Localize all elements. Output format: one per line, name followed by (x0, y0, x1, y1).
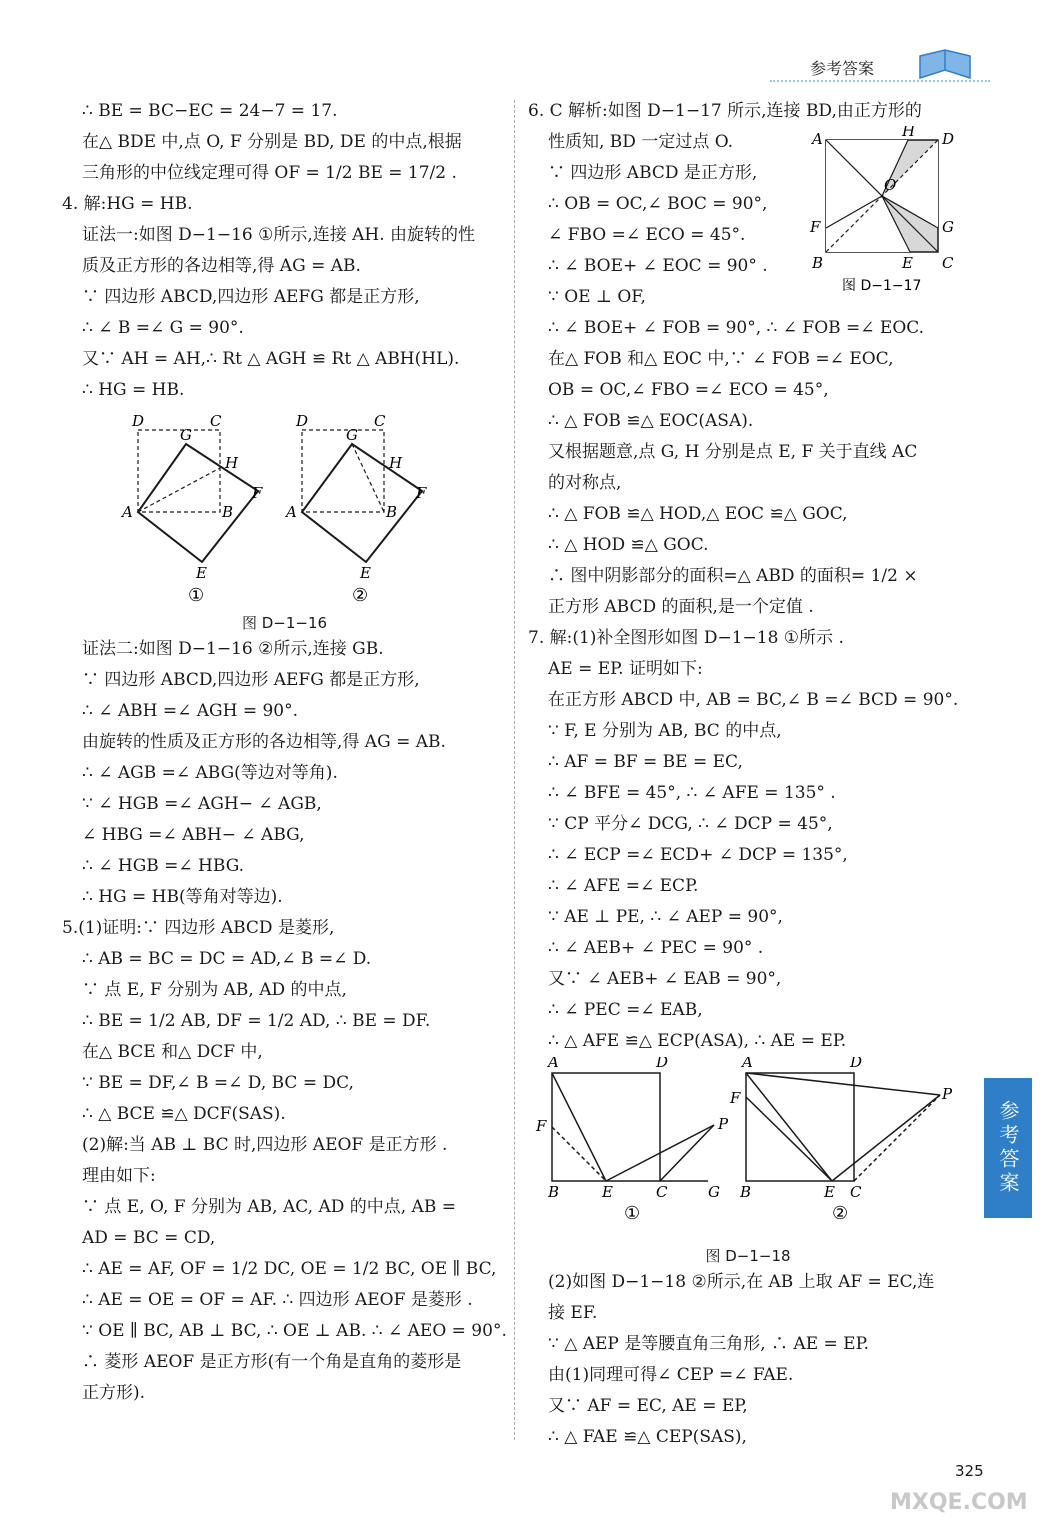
text-line: ∵ 四边形 ABCD,四边形 AEFG 都是正方形, (82, 287, 420, 307)
side-tab: 参考答案 (984, 1078, 1032, 1218)
problem-6-block (528, 96, 968, 313)
text-line: ∴ △ HOD ≌△ GOC. (548, 535, 709, 555)
text-line: ∵ 点 E, F 分别为 AB, AD 的中点, (82, 980, 347, 1000)
header-title: 参考答案 (810, 59, 875, 78)
text-line: ∴ △ FOB ≌△ HOD,△ EOC ≌△ GOC, (548, 504, 848, 524)
text-line: ∴ ∠ PEC =∠ EAB, (548, 1000, 703, 1020)
text-line: ∵ 四边形 ABCD,四边形 AEFG 都是正方形, (82, 670, 420, 690)
figure-label: E (902, 254, 913, 272)
text-line: ∴ AE = AF, OF = 1/2 DC, OE = 1/2 BC, OE ∥ BC, (82, 1259, 497, 1279)
figure-label: D (132, 412, 145, 430)
text-line: 接 EF. (548, 1303, 598, 1323)
text-line: ∴ △ AFE ≌△ ECP(ASA), ∴ AE = EP. (548, 1031, 847, 1051)
figure-caption: 图 D−1−16 (241, 614, 328, 632)
text-line: 又∵ AH = AH,∴ Rt △ AGH ≌ Rt △ ABH(HL). (82, 349, 460, 369)
left-column (62, 96, 507, 1409)
figure-label: D (850, 1057, 863, 1071)
text-line: 性质知, BD 一定过点 O. (548, 132, 734, 152)
figure-label: B (386, 503, 398, 521)
text-line: OB = OC,∠ FBO =∠ ECO = 45°, (548, 380, 829, 400)
problem-5-header: 5.(1)证明:∵ 四边形 ABCD 是菱形, (62, 918, 335, 938)
text-line: (2)解:当 AB ⊥ BC 时,四边形 AEOF 是正方形 . (82, 1135, 448, 1155)
text-line: 又∵ AF = EC, AE = EP, (548, 1396, 748, 1416)
figure-label: G (346, 426, 358, 444)
text-line: 正方形 ABCD 的面积,是一个定值 . (548, 597, 814, 617)
figure-label: E (196, 564, 207, 582)
book-logo-icon (910, 48, 980, 84)
text-line: ∴ BE = BC−EC = 24−7 = 17. (82, 101, 338, 121)
text-line: ∵ ∠ HGB =∠ AGH− ∠ AGB, (82, 794, 322, 814)
figure-sub-label: ② (832, 1203, 849, 1224)
figure-label: F (730, 1089, 741, 1107)
figure-label: G (942, 218, 954, 236)
text-line: ∵ AE ⊥ PE, ∴ ∠ AEP = 90°, (548, 907, 783, 927)
text-line: (2)如图 D−1−18 ②所示,在 AB 上取 AF = EC,连 (548, 1272, 935, 1292)
text-line: ∵ F, E 分别为 AB, BC 的中点, (548, 721, 782, 741)
text-line: 又根据题意,点 G, H 分别是点 E, F 关于直线 AC (548, 442, 918, 462)
problem-7-header: 7. 解:(1)补全图形如图 D−1−18 ①所示 . (528, 628, 844, 648)
figure-caption: 图 D−1−17 (842, 278, 922, 294)
text-line: ∴ ∠ HGB =∠ HBG. (82, 856, 245, 876)
text-line: ∴ △ FOB ≌△ EOC(ASA). (548, 411, 754, 431)
figure-d-1-17-diagram (798, 126, 968, 306)
figure-label: P (718, 1115, 729, 1133)
figure-label: C (942, 254, 954, 272)
figure-label: B (222, 503, 234, 521)
figure-label: H (225, 454, 239, 472)
text-line: 的对称点, (548, 473, 622, 493)
text-line: ∴ BE = 1/2 AB, DF = 1/2 AD, ∴ BE = DF. (82, 1011, 431, 1031)
text-line: ∴ ∠ ABH =∠ AGH = 90°. (82, 701, 299, 721)
figure-sub-label: ② (352, 585, 369, 606)
text-line: ∴ ∠ B =∠ G = 90°. (82, 318, 244, 338)
figure-caption: 图 D−1−18 (705, 1247, 791, 1265)
figure-d-1-16 (62, 406, 507, 616)
text-line: ∵ OE ∥ BC, AB ⊥ BC, ∴ OE ⊥ AB. ∴ ∠ AEO = 90°. (82, 1321, 507, 1341)
figure-sub-label: ① (624, 1203, 641, 1224)
problem-6-header: 6. C 解析:如图 D−1−17 所示,连接 BD,由正方形的 (528, 101, 922, 121)
figure-d-1-18-part2 (746, 1073, 940, 1181)
text-line: ∵ OE ⊥ OF, (548, 287, 646, 307)
figure-label: P (942, 1085, 953, 1103)
figure-label: B (548, 1183, 560, 1201)
figure-label: F (416, 484, 427, 502)
text-line: ∠ HBG =∠ ABH− ∠ ABG, (82, 825, 305, 845)
text-line: ∴ HG = HB. (82, 380, 185, 400)
figure-label: B (740, 1183, 752, 1201)
text-line: 质及正方形的各边相等,得 AG = AB. (82, 256, 361, 276)
figure-label: H (902, 126, 916, 140)
text-line: 在正方形 ABCD 中, AB = BC,∠ B =∠ BCD = 90°. (548, 690, 959, 710)
text-line: AE = EP. 证明如下: (548, 659, 703, 679)
figure-label: E (360, 564, 371, 582)
text-line: 在△ BDE 中,点 O, F 分别是 BD, DE 的中点,根据 (82, 132, 462, 152)
page-number: 325 (955, 1462, 984, 1480)
text-line: ∴ 菱形 AEOF 是正方形(有一个角是直角的菱形是 (82, 1352, 462, 1372)
text-line: AD = BC = CD, (82, 1228, 216, 1248)
text-line: ∴ ∠ BOE+ ∠ FOB = 90°, ∴ ∠ FOB =∠ EOC. (548, 318, 925, 338)
figure-d-1-16-part2 (302, 430, 422, 562)
header-rule (770, 80, 990, 82)
figure-label: E (602, 1183, 613, 1201)
text-line: ∵ △ AEP 是等腰直角三角形, ∴ AE = EP. (548, 1334, 869, 1354)
text-line: ∴ ∠ ECP =∠ ECD+ ∠ DCP = 135°, (548, 845, 848, 865)
text-line: ∵ 点 E, O, F 分别为 AB, AC, AD 的中点, AB = (82, 1197, 456, 1217)
text-line: ∴ △ FAE ≌△ CEP(SAS), (548, 1427, 747, 1447)
figure-label: A (548, 1057, 559, 1071)
text-line: 由旋转的性质及正方形的各边相等,得 AG = AB. (82, 732, 446, 752)
watermark: MXQE.COM (890, 1490, 1028, 1515)
text-line: ∴ AF = BF = BE = EC, (548, 752, 743, 772)
figure-label: D (942, 130, 955, 148)
text-line: ∴ ∠ BFE = 45°, ∴ ∠ AFE = 135° . (548, 783, 836, 803)
figure-label: A (742, 1057, 753, 1071)
text-line: ∴ AE = OE = OF = AF. ∴ 四边形 AEOF 是菱形 . (82, 1290, 473, 1310)
problem-4-header: 4. 解:HG = HB. (62, 194, 193, 214)
figure-label: C (656, 1183, 668, 1201)
figure-label: B (812, 254, 824, 272)
figure-label: A (122, 503, 133, 521)
text-line: ∴ HG = HB(等角对等边). (82, 887, 283, 907)
text-line: 理由如下: (82, 1166, 156, 1186)
figure-d-1-16-diagram (62, 406, 507, 606)
text-line: ∴ △ BCE ≌△ DCF(SAS). (82, 1104, 286, 1124)
text-line: ∴ OB = OC,∠ BOC = 90°, (548, 194, 768, 214)
figure-label: F (810, 218, 821, 236)
text-line: 由(1)同理可得∠ CEP =∠ FAE. (548, 1365, 794, 1385)
figure-d-1-18-diagram (528, 1057, 968, 1245)
text-line: 在△ FOB 和△ EOC 中,∵ ∠ FOB =∠ EOC, (548, 349, 894, 369)
text-line: ∵ CP 平分∠ DCG, ∴ ∠ DCP = 45°, (548, 814, 833, 834)
text-line: 在△ BCE 和△ DCF 中, (82, 1042, 263, 1062)
figure-label: D (296, 412, 309, 430)
figure-sub-label: ① (188, 585, 205, 606)
text-line: 证法二:如图 D−1−16 ②所示,连接 GB. (82, 639, 384, 659)
figure-d-1-18-part1 (552, 1073, 714, 1181)
text-line: ∠ FBO =∠ ECO = 45°. (548, 225, 746, 245)
column-divider (514, 100, 515, 1440)
figure-label: A (812, 130, 823, 148)
text-line: 正方形). (82, 1383, 146, 1403)
text-line: ∵ BE = DF,∠ B =∠ D, BC = DC, (82, 1073, 354, 1093)
figure-label: F (252, 484, 263, 502)
text-line: 证法一:如图 D−1−16 ①所示,连接 AH. 由旋转的性 (82, 225, 476, 245)
text-line: ∴ 图中阴影部分的面积=△ ABD 的面积= 1/2 × (548, 566, 918, 586)
figure-label: A (286, 503, 297, 521)
figure-label: E (824, 1183, 835, 1201)
text-line: 又∵ ∠ AEB+ ∠ EAB = 90°, (548, 969, 782, 989)
figure-label: C (850, 1183, 862, 1201)
figure-d-1-18 (528, 1057, 968, 1247)
figure-label: C (210, 412, 222, 430)
figure-label: G (180, 426, 192, 444)
figure-label: G (708, 1183, 720, 1201)
figure-label: O (884, 176, 897, 194)
figure-label: C (374, 412, 386, 430)
figure-d-1-16-part1 (138, 430, 258, 562)
text-line: ∴ ∠ AGB =∠ ABG(等边对等角). (82, 763, 338, 783)
text-line: ∴ ∠ AEB+ ∠ PEC = 90° . (548, 938, 764, 958)
text-line: ∴ ∠ AFE =∠ ECP. (548, 876, 699, 896)
text-line: ∴ ∠ BOE+ ∠ EOC = 90° . (548, 256, 768, 276)
page-header (770, 48, 1057, 86)
figure-label: H (389, 454, 403, 472)
right-column (528, 96, 968, 1453)
text-line: ∵ 四边形 ABCD 是正方形, (548, 163, 758, 183)
figure-label: D (656, 1057, 669, 1071)
text-line: ∴ AB = BC = DC = AD,∠ B =∠ D. (82, 949, 372, 969)
figure-label: F (536, 1117, 547, 1135)
text-line: 三角形的中位线定理可得 OF = 1/2 BE = 17/2 . (82, 163, 457, 183)
